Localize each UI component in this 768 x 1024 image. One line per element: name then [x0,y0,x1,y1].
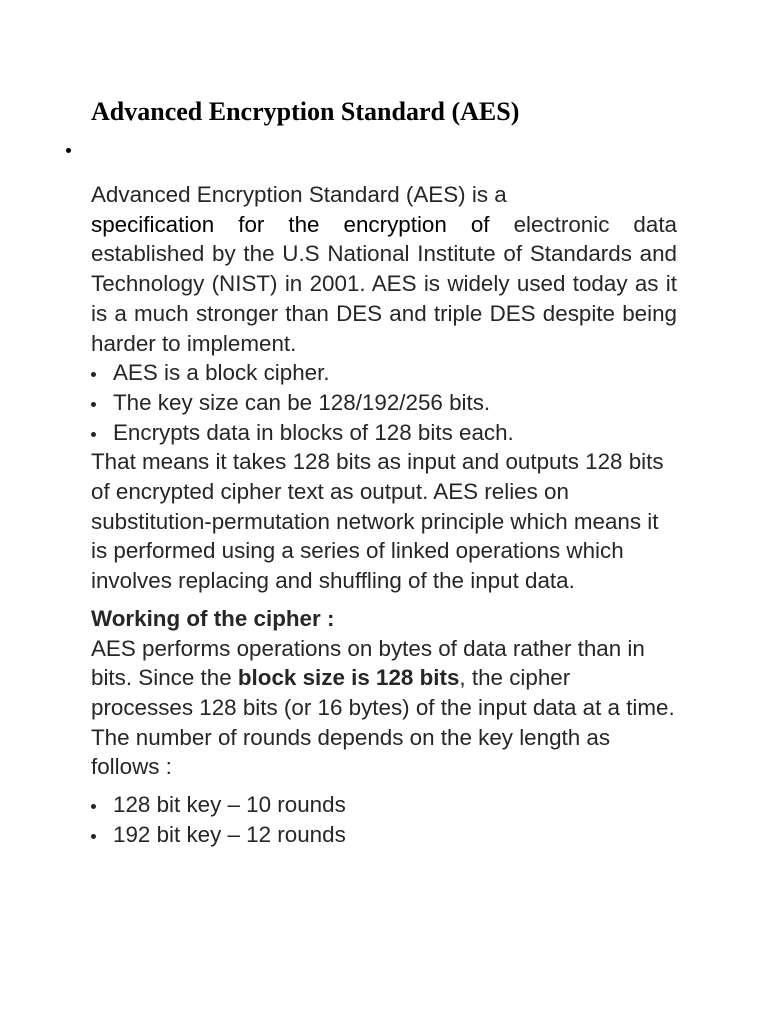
section-heading: Working of the cipher : [91,605,335,631]
features-list [91,358,677,447]
list-item-text: The key size can be 128/192/256 bits. [113,389,491,415]
block-size-text: block size is 128 bits [237,665,460,691]
bullet-icon [91,402,96,407]
list-item-text: AES is a block cipher. [113,360,330,386]
list-item [91,418,677,448]
intro-line-2 [91,212,677,237]
electronic-data-text: electronic data [513,211,677,237]
list-item-text: 192 bit key – 12 rounds [113,821,346,847]
bullet-icon [91,432,96,437]
list-item [91,790,677,820]
stray-bullet [66,148,71,153]
list-item [91,388,677,418]
working-text-a: AES performs operations on bytes of data rather than in bits. Since the [91,635,645,691]
rounds-list [91,790,677,849]
intro-rest: established by the U.S National Institute of Standards and Technology (NIST) in 2001. AES is widely used today as it is a much stronger than DES and triple DES despite being harder to implement. [91,241,677,356]
intro-line-2-text: specification for the encryption of [91,211,514,237]
intro-paragraph [91,180,677,358]
list-item-text: Encrypts data in blocks of 128 bits each. [113,419,514,445]
working-paragraph [91,634,677,723]
list-item [91,820,677,850]
bullet-icon [91,372,96,377]
bullet-icon [91,834,96,839]
rounds-intro: The number of rounds depends on the key length as follows : [91,724,611,780]
document-body [91,180,677,849]
working-text-b: , the cipher processes 128 bits (or 16 bytes) of the input data at a time. [91,665,675,720]
explanation-paragraph: That means it takes 128 bits as input and outputs 128 bits of encrypted cipher text as output. AES relies on substitution-permutation network principle which means it is performed using a series of linked operations which involves replacing and shuffling of the input data. [91,449,664,594]
bullet-icon [91,804,96,809]
intro-line-1: Advanced Encryption Standard (AES) is a [91,182,507,207]
list-item [91,358,677,388]
page-title: Advanced Encryption Standard (AES) [91,97,520,126]
list-item-text: 128 bit key – 10 rounds [113,792,346,818]
